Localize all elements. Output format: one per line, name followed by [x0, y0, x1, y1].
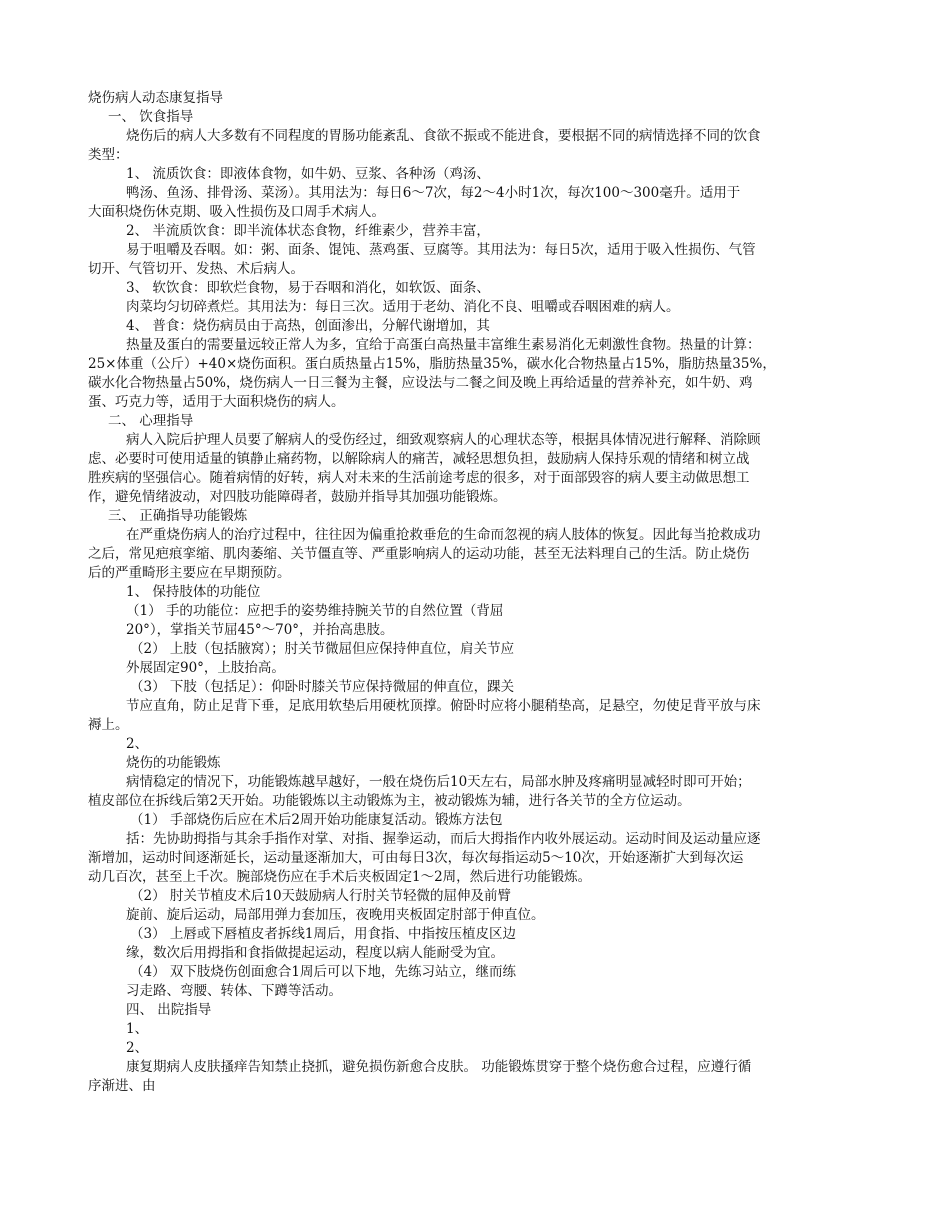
paragraph-line: 4、 普食：烧伤病员由于高热，创面渗出，分解代谢增加，其: [126, 318, 490, 334]
paragraph-line: 节应直角，防止足背下垂，足底用软垫后用硬枕顶撑。俯卧时应将小腿稍垫高，足悬空，勿使足背平放与床: [126, 698, 761, 714]
paragraph-line: 病人入院后护理人员要了解病人的受伤经过，细致观察病人的心理状态等，根据具体情况进行解释、消除顾: [126, 432, 761, 448]
paragraph-line: 渐增加，运动时间逐渐延长，运动量逐渐加大，可由每日3次，每次每指运动5～10次，开始逐渐扩大到每次运: [88, 850, 744, 866]
paragraph-line: 肉菜均匀切碎煮烂。其用法为：每日三次。适用于老幼、消化不良、咀嚼或吞咽困难的病人。: [126, 299, 680, 315]
paragraph-line: 括：先协助拇指与其余手指作对掌、对指、握拳运动，而后大拇指作内收外展运动。运动时间及运动量应逐: [126, 831, 761, 847]
paragraph-line: 2、: [126, 736, 149, 752]
section-heading: 二、 心理指导: [108, 413, 194, 429]
paragraph-line: 3、 软饮食：即软烂食物，易于吞咽和消化，如软饭、面条、: [126, 280, 490, 296]
paragraph-line: 康复期病人皮肤搔痒告知禁止挠抓，避免损伤新愈合皮肤。 功能锻炼贯穿于整个烧伤愈合过程，应遵行循: [126, 1059, 752, 1075]
paragraph-line: 之后，常见疤痕挛缩、肌肉萎缩、关节僵直等、严重影响病人的运动功能，甚至无法料理自己的生活。防止烧伤: [88, 546, 750, 562]
paragraph-line: 25×体重（公斤）+40×烧伤面积。蛋白质热量占15%，脂肪热量35%，碳水化合物热量占15%，脂肪热量35%，: [88, 356, 776, 372]
paragraph-line: 鸭汤、鱼汤、排骨汤、菜汤）。其用法为：每日6～7次，每2～4小时1次，每次100～300毫升。适用于: [126, 185, 741, 201]
paragraph-line: 后的严重畸形主要应在早期预防。: [88, 565, 291, 581]
paragraph-line: 序渐进、由: [88, 1078, 156, 1094]
paragraph-line: （2） 上肢（包括腋窝）；肘关节微屈但应保持伸直位，肩关节应: [130, 641, 515, 657]
paragraph-line: 2、: [126, 1040, 149, 1056]
paragraph-line: 20°），掌指关节屈45°～70°，并抬高患肢。: [126, 622, 394, 638]
paragraph-line: 碳水化合物热量占50%，烧伤病人一日三餐为主餐，应设法与二餐之间及晚上再给适量的营养补充，如牛奶、鸡: [88, 375, 753, 391]
paragraph-line: 动几百次，甚至上千次。腕部烧伤应在手术后夹板固定1～2周，然后进行功能锻炼。: [88, 869, 592, 885]
paragraph-line: 大面积烧伤休克期、吸入性损伤及口周手术病人。: [88, 204, 385, 220]
paragraph-line: 1、: [126, 1021, 149, 1037]
section-heading: 四、 出院指导: [126, 1002, 212, 1018]
paragraph-line: （3） 上唇或下唇植皮者拆线1周后，用食指、中指按压植皮区边: [130, 926, 516, 942]
paragraph-line: 类型：: [88, 147, 129, 163]
paragraph-line: 1、 流质饮食：即液体食物，如牛奶、豆浆、各种汤（鸡汤、: [126, 166, 490, 182]
paragraph-line: 旋前、旋后运动，局部用弹力套加压，夜晚用夹板固定肘部于伸直位。: [126, 907, 545, 923]
paragraph-line: 烧伤的功能锻炼: [126, 755, 221, 771]
paragraph-line: 缘，数次后用拇指和食指做提起运动，程度以病人能耐受为宜。: [126, 945, 504, 961]
paragraph-line: （2） 肘关节植皮术后10天鼓励病人行肘关节轻微的屈伸及前臂: [130, 888, 512, 904]
paragraph-line: 褥上。: [88, 717, 129, 733]
paragraph-line: 作，避免情绪波动，对四肢功能障碍者，鼓励并指导其加强功能锻炼。: [88, 489, 507, 505]
paragraph-line: 习走路、弯腰、转体、下蹲等活动。: [126, 983, 342, 999]
paragraph-line: 2、 半流质饮食：即半流体状态食物，纤维素少，营养丰富，: [126, 223, 490, 239]
paragraph-line: 胜疾病的坚强信心。随着病情的好转，病人对未来的生活前途考虑的很多，对于面部毁容的病人要主动做思想工: [88, 470, 750, 486]
paragraph-line: 易于咀嚼及吞咽。如：粥、面条、馄饨、蒸鸡蛋、豆腐等。其用法为：每日5次，适用于吸入性损伤、气管: [126, 242, 756, 258]
paragraph-line: 烧伤后的病人大多数有不同程度的胃肠功能紊乱、食欲不振或不能进食，要根据不同的病情选择不同的饮食: [126, 128, 761, 144]
paragraph-line: 病情稳定的情况下，功能锻炼越早越好，一般在烧伤后10天左右，局部水肿及疼痛明显减轻时即可开始；: [126, 774, 751, 790]
paragraph-line: （1） 手部烧伤后应在术后2周开始功能康复活动。锻炼方法包: [130, 812, 503, 828]
paragraph-line: 热量及蛋白的需要量远较正常人为多，宜给于高蛋白高热量丰富维生素易消化无刺激性食物。热量的计算：: [126, 337, 761, 353]
document-title: 烧伤病人动态康复指导: [88, 90, 223, 106]
paragraph-line: 1、 保持肢体的功能位: [126, 584, 261, 600]
paragraph-line: 虑、必要时可使用适量的镇静止痛药物，以解除病人的痛苦，减轻思想负担，鼓励病人保持乐观的情绪和树立战: [88, 451, 750, 467]
paragraph-line: 外展固定90°，上肢抬高。: [126, 660, 285, 676]
paragraph-line: （3） 下肢（包括足）：仰卧时膝关节应保持微屈的伸直位，踝关: [130, 679, 515, 695]
paragraph-line: 蛋、巧克力等，适用于大面积烧伤的病人。: [88, 394, 345, 410]
paragraph-line: 切开、气管切开、发热、术后病人。: [88, 261, 304, 277]
paragraph-line: （4） 双下肢烧伤创面愈合1周后可以下地，先练习站立，继而练: [130, 964, 516, 980]
paragraph-line: 植皮部位在拆线后第2天开始。功能锻炼以主动锻炼为主，被动锻炼为辅，进行各关节的全方位运动。: [88, 793, 691, 809]
section-heading: 三、 正确指导功能锻炼: [108, 508, 248, 524]
paragraph-line: 在严重烧伤病人的治疗过程中，往往因为偏重抢救垂危的生命而忽视的病人肢体的恢复。因此每当抢救成功: [126, 527, 761, 543]
section-heading: 一、 饮食指导: [108, 109, 194, 125]
paragraph-line: （1） 手的功能位：应把手的姿势维持腕关节的自然位置（背屈: [126, 603, 504, 619]
